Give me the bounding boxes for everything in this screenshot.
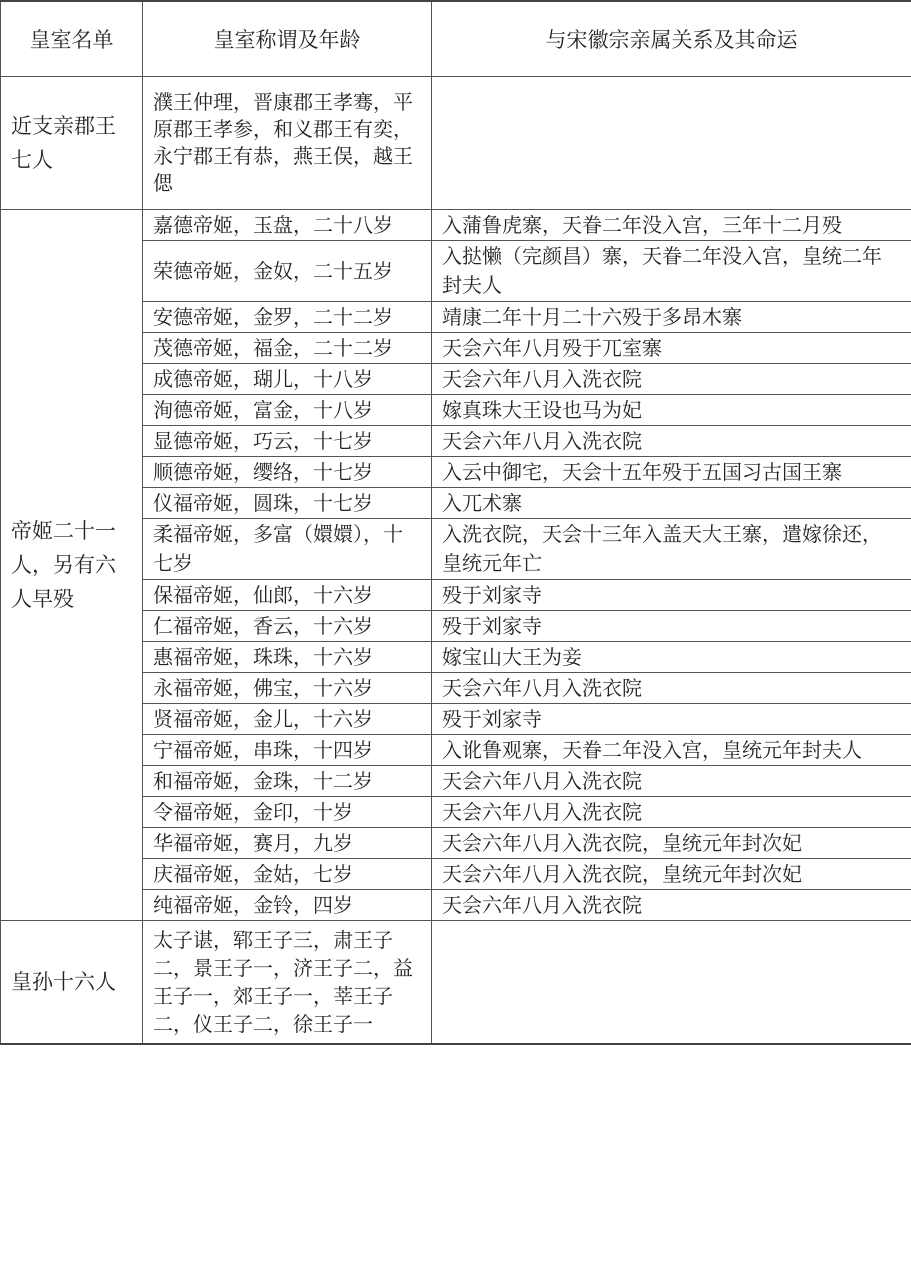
member-fate: 入挞懒（完颜昌）寨，天眷二年没入宫，皇统二年封夫人 xyxy=(432,241,911,302)
member-title-age: 纯福帝姬，金铃，四岁 xyxy=(143,890,432,921)
member-title-age: 永福帝姬，佛宝，十六岁 xyxy=(143,673,432,704)
member-fate: 天会六年八月殁于兀室寨 xyxy=(432,333,911,364)
member-fate xyxy=(432,921,911,1045)
member-fate: 天会六年八月入洗衣院，皇统元年封次妃 xyxy=(432,828,911,859)
member-title-age: 茂德帝姬，福金，二十二岁 xyxy=(143,333,432,364)
table-body xyxy=(1,77,911,1045)
member-title-age: 仪福帝姬，圆珠，十七岁 xyxy=(143,488,432,519)
header-roster: 皇室名单 xyxy=(1,1,143,77)
member-title-age: 濮王仲理，晋康郡王孝骞，平原郡王孝参，和义郡王有奕，永宁郡王有恭，燕王俣，越王偲 xyxy=(143,77,432,210)
member-fate: 天会六年八月入洗衣院 xyxy=(432,766,911,797)
member-title-age: 显德帝姬，巧云，十七岁 xyxy=(143,426,432,457)
member-title-age: 惠福帝姬，珠珠，十六岁 xyxy=(143,642,432,673)
member-title-age: 洵德帝姬，富金，十八岁 xyxy=(143,395,432,426)
member-title-age: 令福帝姬，金印，十岁 xyxy=(143,797,432,828)
member-fate: 入云中御宅，天会十五年殁于五国习古国王寨 xyxy=(432,457,911,488)
member-title-age: 仁福帝姬，香云，十六岁 xyxy=(143,611,432,642)
member-title-age: 荣德帝姬，金奴，二十五岁 xyxy=(143,241,432,302)
member-title-age: 顺德帝姬，缨络，十七岁 xyxy=(143,457,432,488)
member-title-age: 太子谌，郓王子三，肃王子二，景王子一，济王子二，益王子一，郊王子一，莘王子二，仪王子二，徐王子一 xyxy=(143,921,432,1045)
member-fate: 天会六年八月入洗衣院 xyxy=(432,673,911,704)
member-title-age: 贤福帝姬，金儿，十六岁 xyxy=(143,704,432,735)
table-row xyxy=(1,77,911,210)
member-fate: 入讹鲁观寨，天眷二年没入宫，皇统元年封夫人 xyxy=(432,735,911,766)
member-title-age: 安德帝姬，金罗，二十二岁 xyxy=(143,302,432,333)
member-title-age: 华福帝姬，赛月，九岁 xyxy=(143,828,432,859)
member-title-age: 嘉德帝姬，玉盘，二十八岁 xyxy=(143,210,432,241)
member-fate xyxy=(432,77,911,210)
group-label: 皇孙十六人 xyxy=(1,921,143,1045)
member-fate: 天会六年八月入洗衣院 xyxy=(432,797,911,828)
member-fate: 天会六年八月入洗衣院 xyxy=(432,426,911,457)
member-fate: 殁于刘家寺 xyxy=(432,611,911,642)
member-fate: 嫁宝山大王为妾 xyxy=(432,642,911,673)
header-row xyxy=(1,1,911,77)
member-title-age: 柔福帝姬，多富（嬛嬛），十七岁 xyxy=(143,519,432,580)
member-title-age: 保福帝姬，仙郎，十六岁 xyxy=(143,580,432,611)
member-fate: 嫁真珠大王设也马为妃 xyxy=(432,395,911,426)
header-title-age: 皇室称谓及年龄 xyxy=(143,1,432,77)
member-fate: 殁于刘家寺 xyxy=(432,704,911,735)
member-fate: 入蒲鲁虎寨，天眷二年没入宫，三年十二月殁 xyxy=(432,210,911,241)
member-title-age: 庆福帝姬，金姑，七岁 xyxy=(143,859,432,890)
member-fate: 入洗衣院，天会十三年入盖天大王寨，遣嫁徐还，皇统元年亡 xyxy=(432,519,911,580)
group-label: 帝姬二十一人，另有六人早殁 xyxy=(1,210,143,921)
member-fate: 殁于刘家寺 xyxy=(432,580,911,611)
table-row xyxy=(1,921,911,1045)
member-fate: 天会六年八月入洗衣院 xyxy=(432,364,911,395)
member-title-age: 和福帝姬，金珠，十二岁 xyxy=(143,766,432,797)
member-fate: 天会六年八月入洗衣院，皇统元年封次妃 xyxy=(432,859,911,890)
table-row xyxy=(1,210,911,241)
header-relation-fate: 与宋徽宗亲属关系及其命运 xyxy=(432,1,911,77)
member-title-age: 宁福帝姬，串珠，十四岁 xyxy=(143,735,432,766)
group-label: 近支亲郡王七人 xyxy=(1,77,143,210)
member-fate: 天会六年八月入洗衣院 xyxy=(432,890,911,921)
member-fate: 靖康二年十月二十六殁于多昂木寨 xyxy=(432,302,911,333)
member-fate: 入兀术寨 xyxy=(432,488,911,519)
member-title-age: 成德帝姬，瑚儿，十八岁 xyxy=(143,364,432,395)
